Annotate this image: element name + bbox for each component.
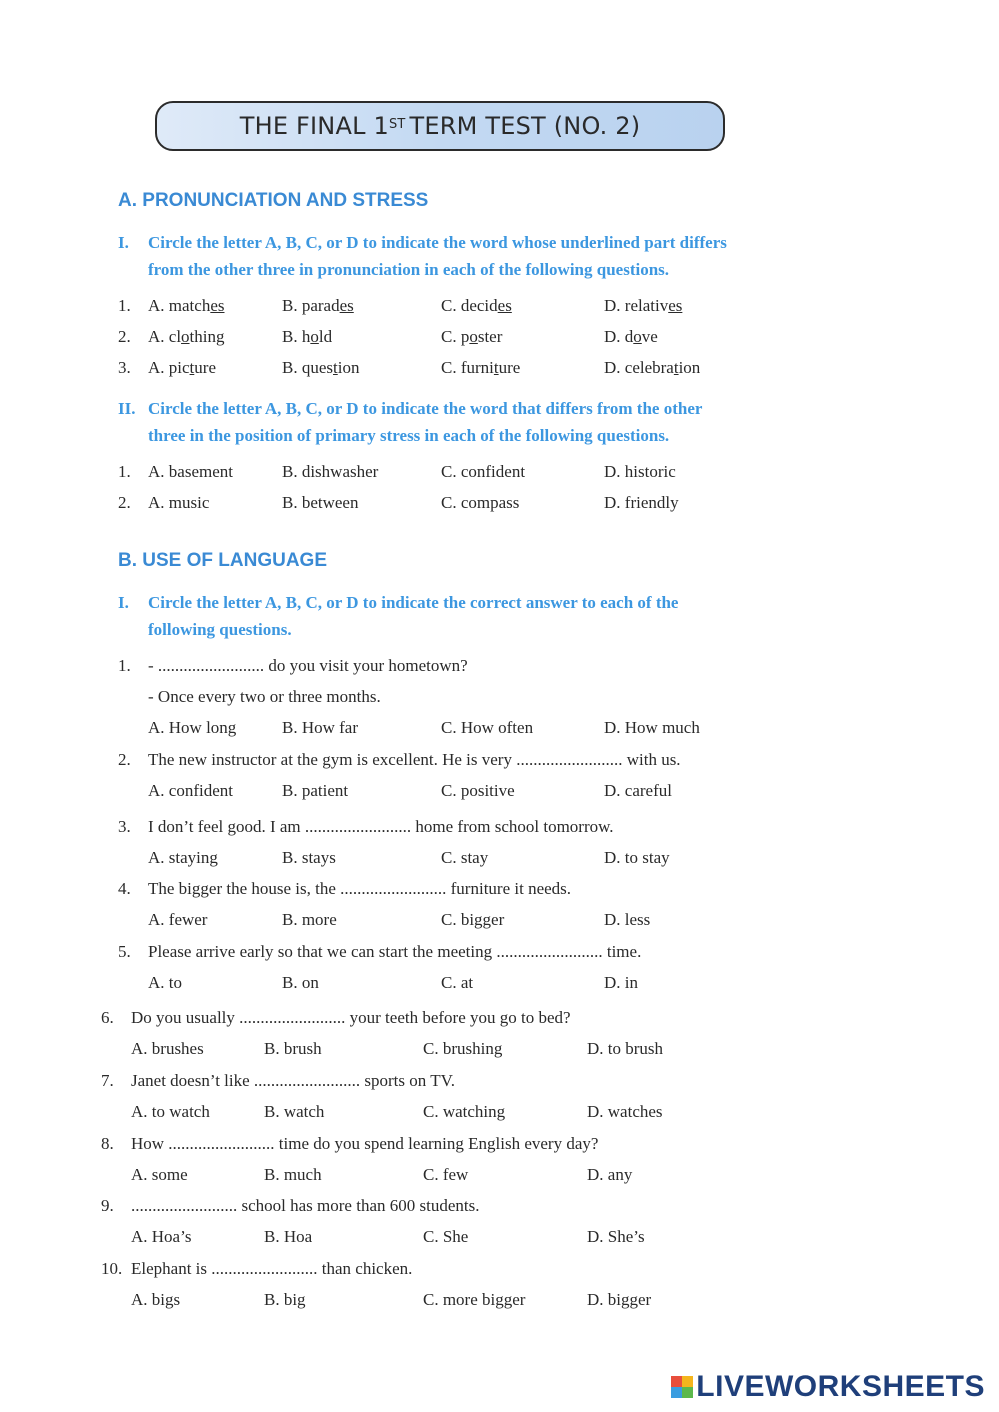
question-stem: Elephant is ......................... than chicken. [131,1259,413,1278]
option-a[interactable]: A. picture [148,358,216,377]
liveworksheets-logo: LIVEWORKSHEETS [671,1370,985,1404]
option-d[interactable]: D. dove [604,327,658,346]
question-number: 5. [118,942,131,961]
option-b[interactable]: B. hold [282,327,333,346]
section-a-part1-instruction: I. Circle the letter A, B, C, or D to indicate the word whose underlined part differs from the other three in pronunciation in each of the following questions. [118,233,727,279]
option-a[interactable]: A. some [131,1165,188,1184]
option-a[interactable]: A. basement [148,462,233,481]
option-c[interactable]: C. brushing [423,1039,503,1058]
option-a[interactable]: A. brushes [131,1039,204,1058]
question-number: 3. [118,358,131,377]
option-b[interactable]: B. watch [264,1102,325,1121]
question-number: 3. [118,817,131,836]
option-c[interactable]: C. She [423,1227,469,1246]
question-stem: The bigger the house is, the ......................... furniture it needs. [148,879,572,898]
option-a[interactable]: A. clothing [148,327,225,346]
live-mark-icon [671,1376,693,1398]
question-stem: Please arrive early so that we can start the meeting ......................... time. [148,942,642,961]
option-a[interactable]: A. fewer [148,910,208,929]
option-d[interactable]: D. watches [587,1102,663,1121]
option-a[interactable]: A. matches [148,296,225,315]
section-b-heading: B. USE OF LANGUAGE [118,550,328,571]
option-b[interactable]: B. big [264,1290,306,1309]
question-number: 4. [118,879,131,898]
question-number: 8. [101,1134,114,1153]
question-number: 2. [118,750,131,769]
section-b-part1-instruction: I. Circle the letter A, B, C, or D to indicate the correct answer to each of the following questions. [118,593,679,639]
option-b[interactable]: B. stays [282,848,336,867]
option-c[interactable]: C. How often [441,718,534,737]
question-number: 2. [118,493,131,512]
option-d[interactable]: D. How much [604,718,700,737]
option-c[interactable]: C. decides [441,296,512,315]
question-number: 9. [101,1196,114,1215]
option-b[interactable]: B. between [282,493,359,512]
option-d[interactable]: D. less [604,910,651,929]
option-a[interactable]: A. to [148,973,182,992]
question-stem: I don’t feel good. I am ......................... home from school tomorrow. [148,817,614,836]
option-c[interactable]: C. poster [441,327,503,346]
question-stem: How ......................... time do you spend learning English every day? [131,1134,599,1153]
option-b[interactable]: B. question [282,358,360,377]
option-b[interactable]: B. Hoa [264,1227,313,1246]
question-number: 6. [101,1008,114,1027]
question-number: 10. [101,1259,123,1278]
option-b[interactable]: B. much [264,1165,322,1184]
question-number: 1. [118,462,131,481]
option-c[interactable]: C. at [441,973,474,992]
question-stem: Janet doesn’t like ......................... sports on TV. [131,1071,455,1090]
option-b[interactable]: B. on [282,973,319,992]
option-d[interactable]: D. She’s [587,1227,645,1246]
option-d[interactable]: D. careful [604,781,672,800]
page-title: THE FINAL 1 $^{ST}$ TERM TEST (NO. 2) [239,112,641,140]
option-b[interactable]: B. parades [282,296,354,315]
option-b[interactable]: B. more [282,910,337,929]
question-stem: Do you usually ......................... your teeth before you go to bed? [131,1008,571,1027]
question-number: 2. [118,327,131,346]
section-a-heading: A. PRONUNCIATION AND STRESS [118,190,429,211]
option-d[interactable]: D. in [604,973,638,992]
option-c[interactable]: C. positive [441,781,515,800]
option-c[interactable]: C. furniture [441,358,521,377]
question-stem: The new instructor at the gym is excellent. He is very ......................... with us. [148,750,681,769]
option-a[interactable]: A. Hoa’s [131,1227,192,1246]
option-a[interactable]: A. confident [148,781,233,800]
option-d[interactable]: D. to stay [604,848,670,867]
option-d[interactable]: D. to brush [587,1039,664,1058]
section-a-part2-instruction: II. Circle the letter A, B, C, or D to indicate the word that differs from the other three in the position of primary stress in each of the following questions. [118,399,703,445]
option-c[interactable]: C. bigger [441,910,505,929]
option-a[interactable]: A. to watch [131,1102,210,1121]
option-a[interactable]: A. How long [148,718,237,737]
option-a[interactable]: A. music [148,493,210,512]
option-c[interactable]: C. few [423,1165,469,1184]
question-stem: ......................... school has more than 600 students. [131,1196,480,1215]
option-d[interactable]: D. bigger [587,1290,652,1309]
question-number: 1. [118,656,131,675]
option-c[interactable]: C. watching [423,1102,506,1121]
option-d[interactable]: D. historic [604,462,676,481]
option-b[interactable]: B. How far [282,718,359,737]
option-d[interactable]: D. relatives [604,296,683,315]
option-d[interactable]: D. any [587,1165,633,1184]
option-c[interactable]: C. confident [441,462,526,481]
question-number: 7. [101,1071,114,1090]
question-stem-reply: - Once every two or three months. [148,687,381,706]
question-number: 1. [118,296,131,315]
option-a[interactable]: A. staying [148,848,218,867]
option-c[interactable]: C. more bigger [423,1290,526,1309]
option-a[interactable]: A. bigs [131,1290,181,1309]
option-b[interactable]: B. brush [264,1039,322,1058]
option-c[interactable]: C. compass [441,493,520,512]
option-d[interactable]: D. friendly [604,493,679,512]
option-b[interactable]: B. dishwasher [282,462,379,481]
option-c[interactable]: C. stay [441,848,489,867]
option-d[interactable]: D. celebration [604,358,701,377]
question-stem: - ......................... do you visit your hometown? [148,656,468,675]
option-b[interactable]: B. patient [282,781,349,800]
